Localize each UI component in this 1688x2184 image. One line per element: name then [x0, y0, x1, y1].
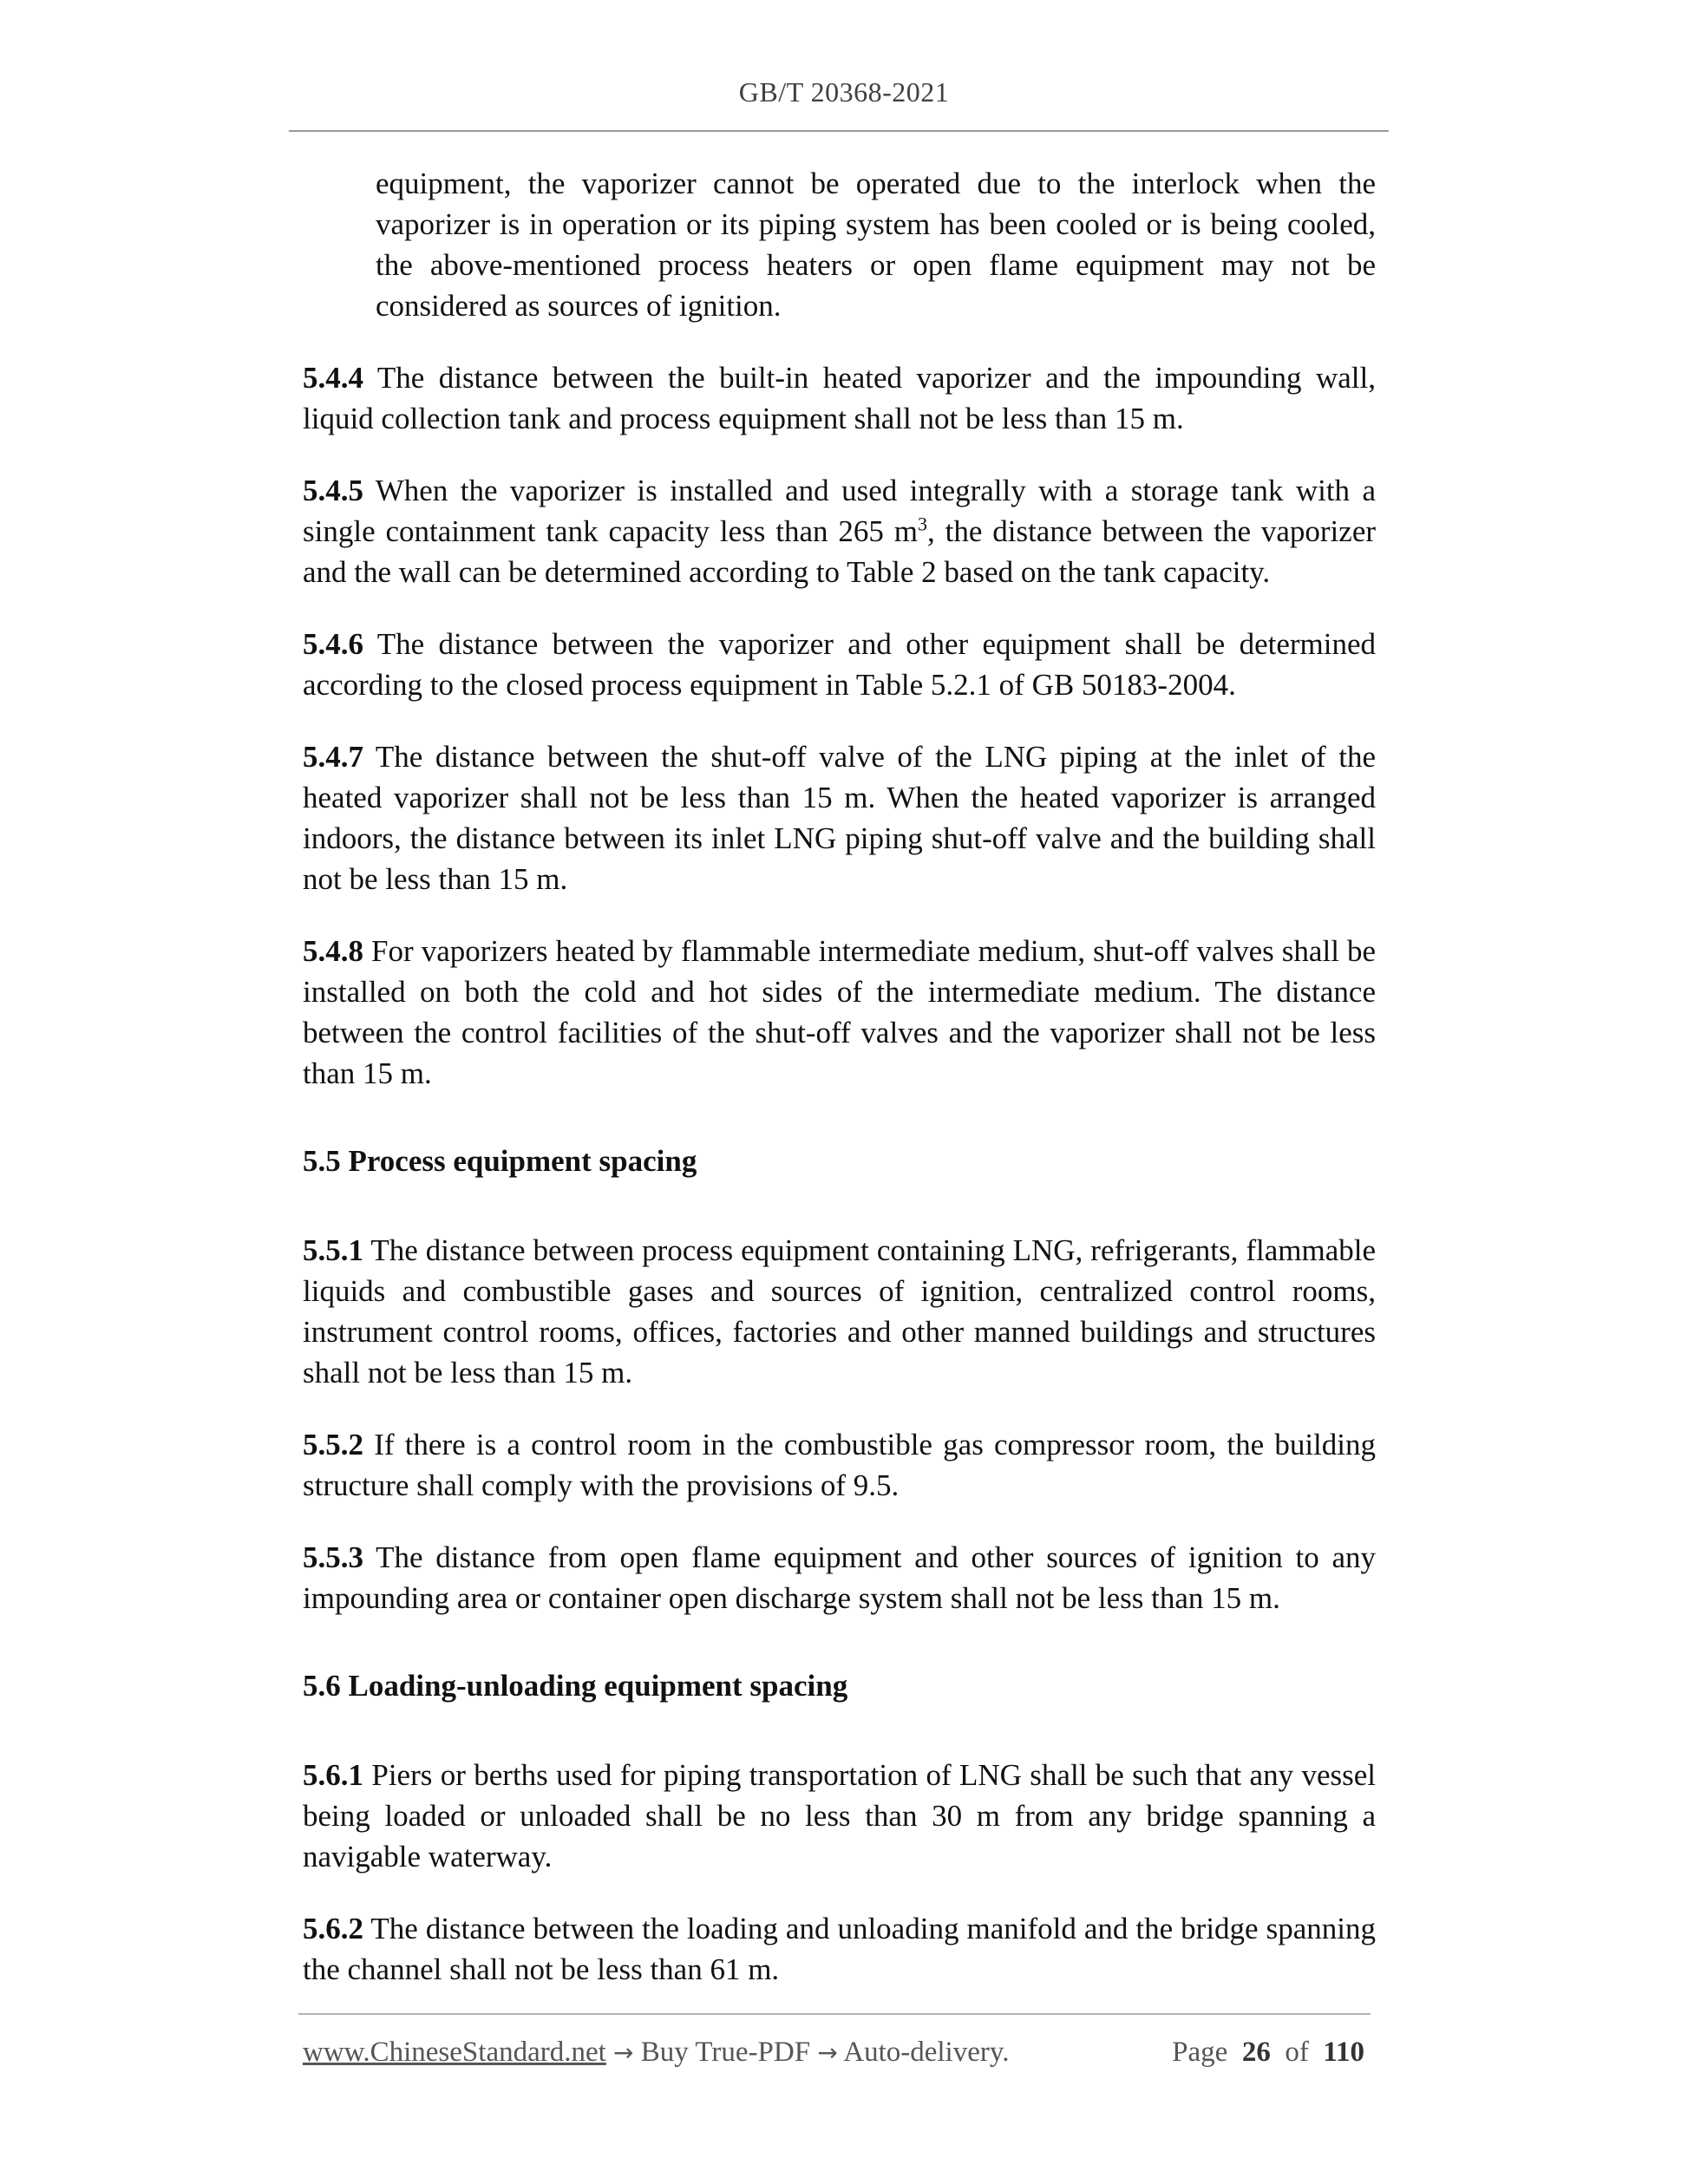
clause-text: When the vaporizer is installed and used integrally with a storage tank with a single containment tank capacity less than 265 m: [303, 474, 1376, 548]
clause-5-5-2: [303, 1424, 1376, 1506]
buy-pdf-text: Buy True-PDF: [640, 2037, 811, 2068]
continued-paragraph: equipment, the vaporizer cannot be operated due to the interlock when the vaporizer is in operation or its piping system has been cooled or is being cooled, the above-mentioned process heaters or open flame equipment may not be considered as sources of ignition.: [376, 167, 1376, 323]
header-divider: [289, 130, 1389, 132]
clause-number: 5.5.1: [303, 1233, 363, 1267]
clause-5-4-4: [303, 357, 1376, 439]
website-link[interactable]: www.ChineseStandard.net: [303, 2037, 606, 2068]
page-counter: [1172, 2035, 1364, 2070]
clause-number: 5.6.2: [303, 1912, 363, 1945]
clause-number: 5.5.3: [303, 1540, 363, 1574]
footer-promo: [303, 2035, 1009, 2070]
clause-text: The distance between the shut-off valve of the LNG piping at the inlet of the heated vaporizer shall not be less than 15 m. When the heated vaporizer is arranged indoors, the distance between its inlet LNG piping shut-off valve and the building shall not be less than 15 m.: [303, 740, 1376, 896]
clause-text: The distance from open flame equipment and other sources of ignition to any impounding area or container open discharge system shall not be less than 15 m.: [303, 1540, 1376, 1615]
page-label: Page: [1172, 2037, 1228, 2068]
footer-divider: [298, 2013, 1371, 2015]
clause-text: The distance between the vaporizer and other equipment shall be determined according to the closed process equipment in Table 5.2.1 of GB 50183-2004.: [303, 627, 1376, 702]
current-page-number: 26: [1241, 2037, 1271, 2068]
clause-5-6-1: [303, 1755, 1376, 1877]
clause-5-5-1: [303, 1230, 1376, 1393]
clause-5-6-2: [303, 1908, 1376, 1990]
clause-number: 5.4.6: [303, 627, 363, 661]
clause-text: , the distance between the vaporizer and the wall can be determined according to Table 2 based on the tank capacity.: [303, 514, 1377, 589]
clause-5-4-6: [303, 624, 1376, 705]
clause-text: The distance between the loading and unloading manifold and the bridge spanning the channel shall not be less than 61 m.: [303, 1912, 1376, 1986]
arrow-right-icon: →: [613, 2038, 634, 2067]
clause-5-5-3: [303, 1537, 1376, 1618]
auto-delivery-text: Auto-delivery.: [843, 2037, 1010, 2068]
clause-5-4-5: [303, 470, 1376, 592]
clause-number: 5.4.5: [303, 474, 363, 507]
header-standard-code: GB/T 20368-2021: [738, 76, 950, 108]
of-label: of: [1285, 2037, 1309, 2068]
clause-number: 5.6.1: [303, 1758, 363, 1792]
superscript: 3: [918, 513, 927, 535]
clause-number: 5.5.2: [303, 1428, 363, 1461]
clause-text: For vaporizers heated by flammable intermediate medium, shut-off valves shall be installed on both the cold and hot sides of the intermediate medium. The distance between the control facilities of the shut-off valves and the vaporizer shall not be less than 15 m.: [303, 934, 1376, 1090]
total-pages-number: 110: [1323, 2037, 1364, 2068]
clause-5-4-8: [303, 931, 1376, 1094]
clause-5-4-7: [303, 736, 1376, 899]
clause-number: 5.4.7: [303, 740, 363, 774]
clause-number: 5.4.4: [303, 361, 363, 395]
section-heading-5-6: 5.6 Loading-unloading equipment spacing: [303, 1669, 848, 1703]
arrow-right-icon: →: [817, 2038, 838, 2067]
clause-number: 5.4.8: [303, 934, 363, 968]
page-body: [303, 163, 1376, 2021]
clause-text: Piers or berths used for piping transportation of LNG shall be such that any vessel being loaded or unloaded shall be no less than 30 m from any bridge spanning a navigable waterway.: [303, 1758, 1376, 1873]
clause-text: If there is a control room in the combustible gas compressor room, the building structure shall comply with the provisions of 9.5.: [303, 1428, 1376, 1502]
clause-text: The distance between the built-in heated vaporizer and the impounding wall, liquid collection tank and process equipment shall not be less than 15 m.: [303, 361, 1376, 435]
section-heading-5-5: 5.5 Process equipment spacing: [303, 1144, 697, 1178]
clause-text: The distance between process equipment containing LNG, refrigerants, flammable liquids and combustible gases and sources of ignition, centralized control rooms, instrument control rooms, offices, factories and other manned buildings and structures shall not be less than 15 m.: [303, 1233, 1376, 1390]
